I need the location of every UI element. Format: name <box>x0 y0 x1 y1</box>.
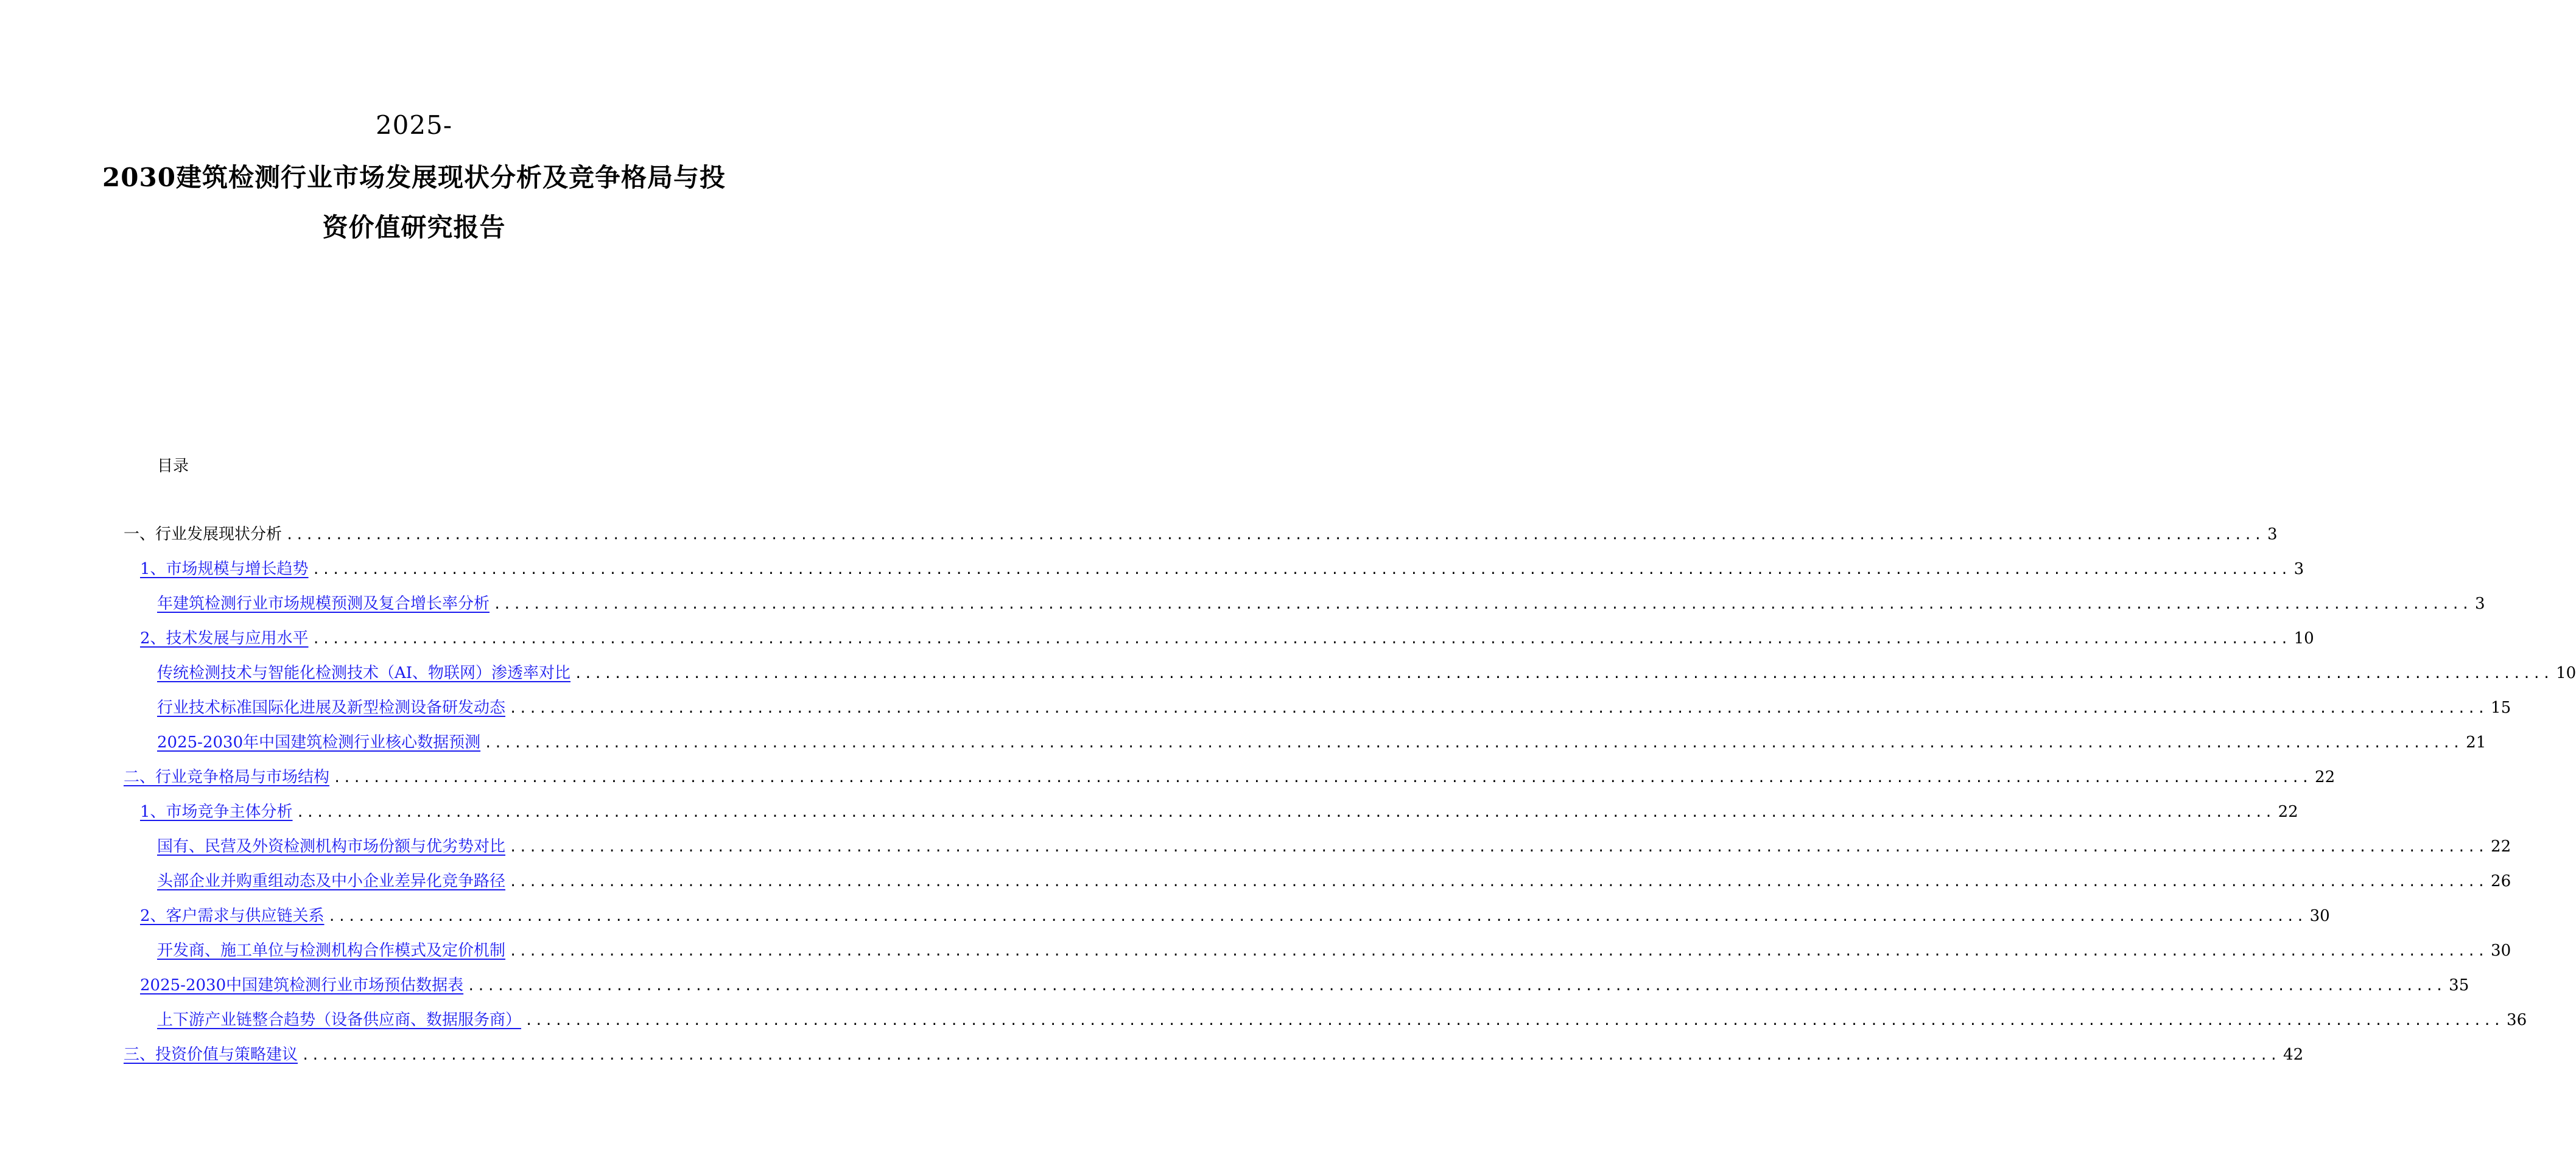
toc-entry-link[interactable]: 开发商、施工单位与检测机构合作模式及定价机制 <box>157 942 506 960</box>
toc-entry-link[interactable]: 1、市场竞争主体分析 <box>140 803 293 821</box>
toc-dot-leader: ........................................................................................................................................................................................................ <box>484 736 2463 751</box>
toc-entry-link[interactable]: 三、投资价值与策略建议 <box>124 1046 298 1064</box>
toc-entry-link[interactable]: 上下游产业链整合趋势（设备供应商、数据服务商） <box>157 1011 522 1029</box>
toc-page-number: 30 <box>2491 942 2511 960</box>
toc-entry-link[interactable]: 2、客户需求与供应链关系 <box>140 907 325 925</box>
toc-page-number: 3 <box>2475 595 2485 613</box>
toc-entry-link[interactable]: 1、市场规模与增长趋势 <box>140 560 309 578</box>
toc-page-number: 22 <box>2278 803 2298 821</box>
toc-entry[interactable] <box>124 766 2336 791</box>
toc-entry <box>124 523 2278 548</box>
toc-dot-leader: ........................................................................................................................................................................................................ <box>312 562 2290 578</box>
toc-dot-leader: ........................................................................................................................................................................................................ <box>509 701 2488 716</box>
toc-dot-leader: ........................................................................................................................................................................................................ <box>509 944 2488 959</box>
toc-entry[interactable] <box>140 558 2304 582</box>
toc-entry-link[interactable]: 2025-2030中国建筑检测行业市场预估数据表 <box>140 976 464 994</box>
toc-entry[interactable] <box>140 627 2314 652</box>
toc-dot-leader: ........................................................................................................................................................................................................ <box>574 666 2553 682</box>
toc-page-number: 3 <box>2293 560 2304 578</box>
toc-dot-leader: ........................................................................................................................................................................................................ <box>525 1013 2504 1029</box>
toc-entry[interactable] <box>140 974 2469 999</box>
toc-page-number: 30 <box>2309 907 2330 925</box>
toc-dot-leader: ........................................................................................................................................................................................................ <box>296 805 2275 820</box>
toc-page-number: 10 <box>2556 664 2576 682</box>
toc-page-number: 3 <box>2267 525 2278 544</box>
toc-entry-link[interactable]: 国有、民营及外资检测机构市场份额与优劣势对比 <box>157 837 506 856</box>
report-title-line-2: 2030建筑检测行业市场发展现状分析及竞争格局与投 <box>102 163 726 192</box>
toc-page-number: 22 <box>2491 837 2511 856</box>
toc-dot-leader: ........................................................................................................................................................................................................ <box>509 875 2488 890</box>
toc-dot-leader: ........................................................................................................................................................................................................ <box>312 632 2290 647</box>
toc-entry[interactable] <box>157 593 2485 617</box>
toc-page-number: 22 <box>2315 768 2336 786</box>
toc-page-number: 15 <box>2491 699 2511 717</box>
report-title-line-3: 资价值研究报告 <box>322 212 506 242</box>
toc-dot-leader: ........................................................................................................................................................................................................ <box>467 979 2446 994</box>
toc-entry[interactable] <box>157 732 2487 756</box>
toc-entry-link[interactable]: 2025-2030年中国建筑检测行业核心数据预测 <box>157 733 481 752</box>
toc-dot-leader: ........................................................................................................................................................................................................ <box>286 528 2264 543</box>
toc-dot-leader: ........................................................................................................................................................................................................ <box>301 1048 2280 1063</box>
toc-page-number: 10 <box>2293 629 2314 648</box>
toc-page-number: 42 <box>2283 1046 2304 1064</box>
report-title-line-1: 2025- <box>375 110 453 140</box>
toc-dot-leader: ........................................................................................................................................................................................................ <box>328 909 2306 925</box>
toc-entry[interactable] <box>157 662 2576 687</box>
toc-dot-leader: ........................................................................................................................................................................................................ <box>509 840 2488 855</box>
toc-entry-link[interactable]: 传统检测技术与智能化检测技术（AI、物联网）渗透率对比 <box>157 664 571 682</box>
toc-entry[interactable] <box>140 801 2298 825</box>
toc-dot-leader: ........................................................................................................................................................................................................ <box>333 771 2312 786</box>
toc-page-number: 26 <box>2491 872 2511 890</box>
toc-page-number: 36 <box>2507 1011 2527 1029</box>
toc-entry-link[interactable]: 年建筑检测行业市场规模预测及复合增长率分析 <box>157 595 490 613</box>
toc-entry-link[interactable]: 头部企业并购重组动态及中小企业差异化竞争路径 <box>157 872 506 890</box>
toc-entry[interactable] <box>124 1044 2304 1068</box>
toc-heading: 目录 <box>157 457 189 475</box>
toc-page-number: 35 <box>2449 976 2469 994</box>
toc-entry[interactable] <box>157 836 2511 860</box>
toc-entry[interactable] <box>157 940 2511 964</box>
toc-entry[interactable] <box>140 905 2330 929</box>
toc-entry-link[interactable]: 二、行业竞争格局与市场结构 <box>124 768 330 786</box>
toc-entry[interactable] <box>157 697 2511 721</box>
toc-page-number: 21 <box>2466 733 2487 752</box>
toc-entry-label: 一、行业发展现状分析 <box>124 525 283 544</box>
toc-entry-link[interactable]: 行业技术标准国际化进展及新型检测设备研发动态 <box>157 699 506 717</box>
toc-entry-link[interactable]: 2、技术发展与应用水平 <box>140 629 309 648</box>
toc-entry[interactable] <box>157 1009 2527 1033</box>
toc-dot-leader: ........................................................................................................................................................................................................ <box>493 597 2472 612</box>
toc-entry[interactable] <box>157 870 2511 895</box>
